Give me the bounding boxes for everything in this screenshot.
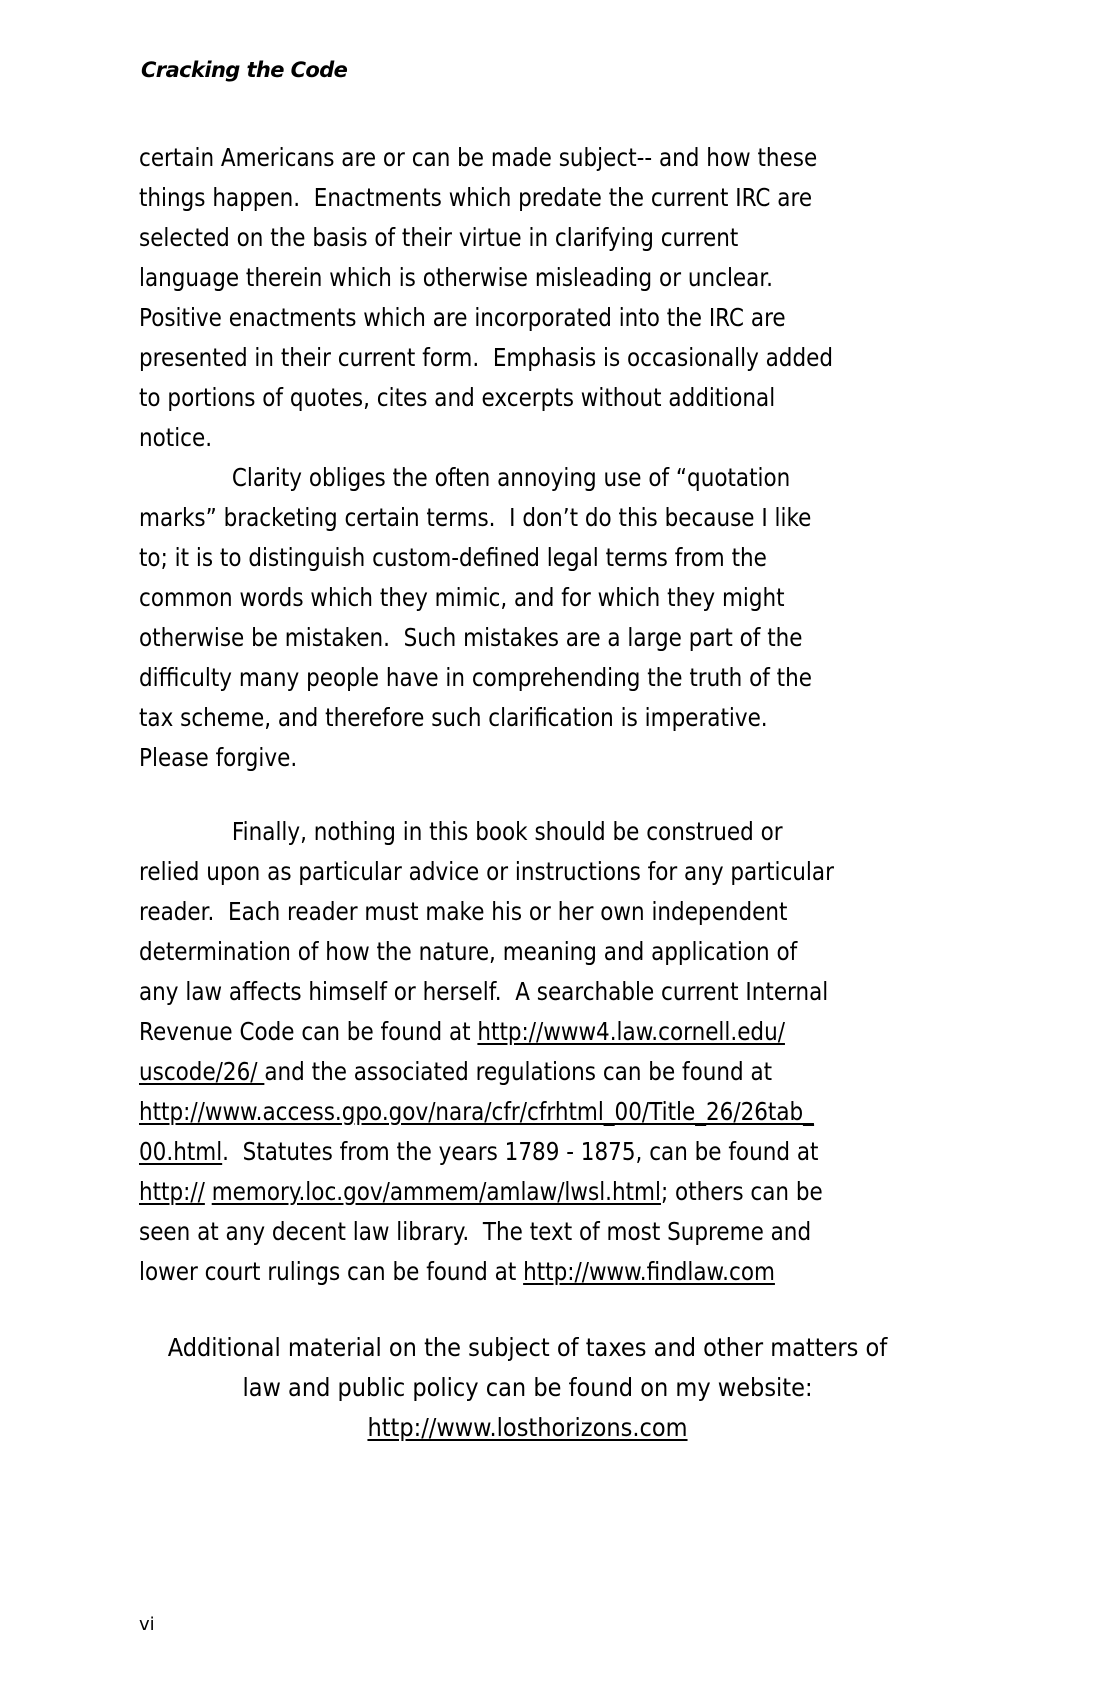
text-line: law and public policy can be found on my website: xyxy=(242,1373,813,1402)
text-line: Finally, nothing in this book should be construed or xyxy=(231,817,783,846)
text-line: Please forgive. xyxy=(139,743,298,772)
text-line xyxy=(139,1252,1085,1292)
text-line: otherwise be mistaken. Such mistakes are a large part of the xyxy=(139,623,803,652)
text-line: selected on the basis of their virtue in clarifying current xyxy=(139,223,739,252)
text-line: things happen. Enactments which predate the current IRC are xyxy=(139,183,813,212)
paragraph-gap xyxy=(139,778,939,812)
text-line: determination of how the nature, meaning and application of xyxy=(139,937,798,966)
line-text: Revenue Code can be found at xyxy=(139,1017,478,1046)
text-line: Positive enactments which are incorporated into the IRC are xyxy=(139,303,786,332)
text-line: any law affects himself or herself. A searchable current Internal xyxy=(139,977,829,1006)
text-line: Additional material on the subject of taxes and other matters of xyxy=(167,1333,888,1362)
gpo-cfr-link-cont[interactable]: 00.html xyxy=(139,1137,223,1166)
paragraph-1 xyxy=(139,138,939,458)
text-line: presented in their current form. Emphasis is occasionally added xyxy=(139,343,833,372)
text-line: reader. Each reader must make his or her own independent xyxy=(139,897,788,926)
text-line: certain Americans are or can be made subject-- and how these xyxy=(139,143,818,172)
text-line: seen at any decent law library. The text of most Supreme and xyxy=(139,1217,812,1246)
text-line: to; it is to distinguish custom-defined legal terms from the xyxy=(139,543,767,572)
text-line: to portions of quotes, cites and excerpts without additional xyxy=(139,383,776,412)
body-text xyxy=(139,138,939,1292)
line-text: . Statutes from the years 1789 - 1875, can be found at xyxy=(222,1137,819,1166)
loc-statutes-link-prefix[interactable]: http:// xyxy=(139,1177,205,1206)
text-line: common words which they mimic, and for which they might xyxy=(139,583,785,612)
paragraph-2 xyxy=(139,458,939,778)
text-line: marks” bracketing certain terms. I don’t do this because I like xyxy=(139,503,812,532)
line-text: ; others can be xyxy=(660,1177,823,1206)
text-line: difficulty many people have in comprehending the truth of the xyxy=(139,663,812,692)
text-line xyxy=(139,1172,1085,1212)
text-line: tax scheme, and therefore such clarification is imperative. xyxy=(139,703,768,732)
running-header: Cracking the Code xyxy=(141,58,348,82)
gpo-cfr-link[interactable]: http://www.access.gpo.gov/nara/cfr/cfrhtml_00/Title_26/26tab_ xyxy=(139,1097,814,1126)
cornell-uscode-link[interactable]: http://www4.law.cornell.edu/ xyxy=(477,1017,785,1046)
line-text: lower court rulings can be found at xyxy=(139,1257,524,1286)
page-number: vi xyxy=(139,1614,155,1635)
text-line xyxy=(139,1092,1085,1132)
text-line xyxy=(139,1012,1085,1052)
line-text: and the associated regulations can be found at xyxy=(264,1057,773,1086)
text-line xyxy=(55,1408,1045,1448)
loc-statutes-link[interactable]: memory.loc.gov/ammem/amlaw/lwsl.html xyxy=(211,1177,661,1206)
cornell-uscode-link-cont[interactable]: uscode/26/ xyxy=(139,1057,265,1086)
text-line: notice. xyxy=(139,423,213,452)
text-line: language therein which is otherwise misleading or unclear. xyxy=(139,263,774,292)
text-line: relied upon as particular advice or instructions for any particular xyxy=(139,857,834,886)
text-line xyxy=(139,1052,1085,1092)
website-note xyxy=(0,1328,1100,1448)
text-line xyxy=(139,1132,1085,1172)
paragraph-3 xyxy=(139,812,939,1292)
text-line: Clarity obliges the often annoying use of “quotation xyxy=(231,463,791,492)
losthorizons-link[interactable]: http://www.losthorizons.com xyxy=(367,1413,688,1442)
findlaw-link[interactable]: http://www.findlaw.com xyxy=(523,1257,775,1286)
